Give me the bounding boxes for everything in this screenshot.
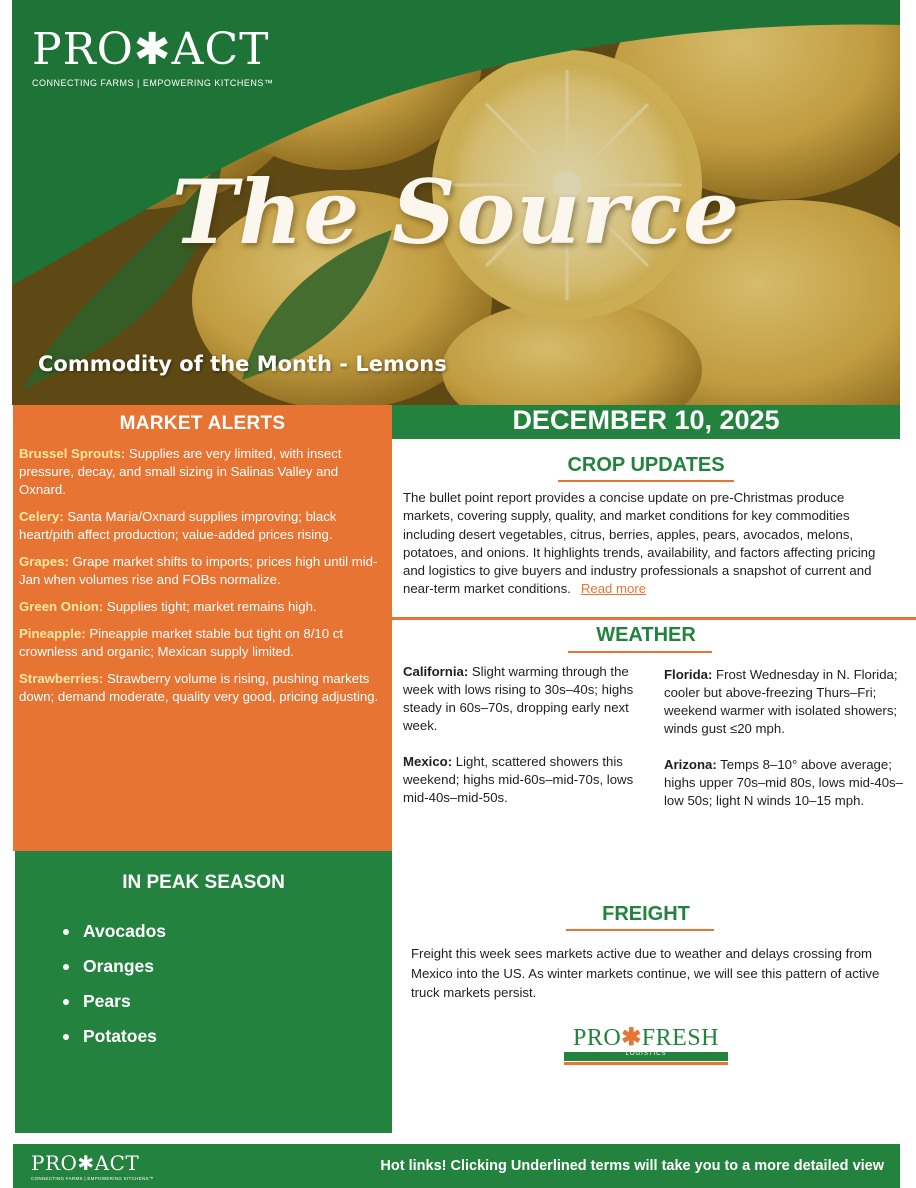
- peak-season-title: IN PEAK SEASON: [122, 872, 285, 893]
- crop-updates-body: The bullet point report provides a concise update on pre-Christmas produce markets, covering supply, quality, and market conditions for key commodities including desert vegetables, citrus, berries, apples, pears, avocados, melons, potatoes, and onions. It highlights trends, availability, and factors affecting pricing and logistics to give buyers and industry professionals a snapshot of current and near-term market conditions.: [403, 490, 876, 597]
- alert-text: Strawberry volume is rising, pushing markets down; demand moderate, quality very good, pricing adjusting.: [19, 671, 379, 704]
- weather-item: [403, 753, 653, 807]
- freight-underline: [566, 929, 714, 931]
- footer-proact-logo: PRO✱ACT: [31, 1151, 140, 1175]
- alert-label: Green Onion:: [19, 599, 104, 614]
- profresh-star-icon: ✱: [621, 1025, 642, 1051]
- weather-title: WEATHER: [596, 624, 696, 646]
- weather-right-column: [664, 666, 904, 828]
- brand-tagline: CONNECTING FARMS | EMPOWERING KITCHENS™: [32, 78, 274, 88]
- alert-item: [19, 508, 386, 544]
- market-alerts-panel: [13, 405, 392, 851]
- alert-label: Celery:: [19, 509, 64, 524]
- hot-links-note: Hot links! Clicking Underlined terms will take you to a more detailed view: [380, 1158, 884, 1174]
- list-item: Pears: [63, 984, 392, 1019]
- alert-text: Supplies are very limited, with insect pressure, decay, and small sizing in Salinas Valley and Oxnard.: [19, 446, 342, 497]
- weather-text: Temps 8–10° above average; highs upper 70s–mid 80s, lows mid-40s–low 50s; light N winds 10–15 mph.: [664, 757, 903, 808]
- profresh-underline: [564, 1062, 728, 1065]
- issue-date: DECEMBER 10, 2025: [392, 405, 900, 439]
- weather-left-column: [403, 663, 653, 825]
- market-alerts-title: MARKET ALERTS: [119, 413, 286, 434]
- alert-label: Strawberries:: [19, 671, 104, 686]
- footer-tagline: CONNECTING FARMS | EMPOWERING KITCHENS™: [31, 1176, 154, 1181]
- alert-label: Grapes:: [19, 554, 69, 569]
- list-item: Oranges: [63, 949, 392, 984]
- weather-text: Frost Wednesday in N. Florida; cooler but above-freezing Thurs–Fri; weekend warmer with isolated showers; winds gust ≤20 mph.: [664, 667, 898, 736]
- freight-title: FREIGHT: [602, 903, 690, 925]
- alert-text: Supplies tight; market remains high.: [103, 599, 317, 614]
- alert-label: Pineapple:: [19, 626, 86, 641]
- alert-text: Pineapple market stable but tight on 8/10 ct crownless and organic; Mexican supply limited.: [19, 626, 344, 659]
- weather-item: [403, 663, 653, 735]
- crop-updates-underline: [558, 480, 734, 482]
- profresh-wordmark: [564, 1026, 728, 1050]
- list-item: Potatoes: [63, 1019, 392, 1054]
- alert-item: [19, 553, 386, 589]
- alert-item: [19, 598, 386, 616]
- profresh-fresh: FRESH: [641, 1025, 719, 1051]
- proact-logo: PRO✱ACT: [32, 24, 270, 75]
- alert-text: Grape market shifts to imports; prices high until mid-Jan when volumes rise and FOBs normalize.: [19, 554, 378, 587]
- section-divider: [392, 617, 916, 620]
- brand-header: [32, 24, 274, 88]
- profresh-sub: LOGISTICS: [625, 1051, 667, 1057]
- weather-item: [664, 666, 904, 738]
- weather-location: Florida:: [664, 667, 713, 682]
- weather-item: [664, 756, 904, 810]
- alert-label: Brussel Sprouts:: [19, 446, 126, 461]
- alert-item: [19, 670, 386, 706]
- peak-season-list: [15, 914, 392, 1054]
- alert-item: [19, 625, 386, 661]
- footer-bar: [13, 1144, 900, 1188]
- alert-text: Santa Maria/Oxnard supplies improving; black heart/pith affect production; value-added prices rising.: [19, 509, 337, 542]
- newsletter-title: The Source: [171, 160, 741, 264]
- peak-season-panel: [15, 851, 392, 1133]
- read-more-link[interactable]: Read more: [580, 581, 647, 597]
- weather-text: Light, scattered showers this weekend; highs mid-60s–mid-70s, lows mid-40s–mid-50s.: [403, 754, 634, 805]
- weather-location: Mexico:: [403, 754, 453, 769]
- profresh-logistics-logo: [564, 1026, 728, 1064]
- weather-location: Arizona:: [664, 757, 717, 772]
- freight-text: Freight this week sees markets active due to weather and delays crossing from Mexico into the US. As winter markets continue, we will see this pattern of active truck markets persist.: [411, 946, 880, 1000]
- commodity-of-month: Commodity of the Month - Lemons: [38, 352, 447, 376]
- weather-underline: [568, 651, 712, 653]
- list-item: Avocados: [63, 914, 392, 949]
- alert-item: [19, 445, 386, 499]
- hero-banner: [12, 0, 900, 405]
- profresh-pro: PRO: [573, 1025, 622, 1051]
- crop-updates-title: CROP UPDATES: [567, 454, 725, 476]
- weather-text: Slight warming through the week with lows rising to 30s–40s; highs steady in 60s–70s, dropping early next week.: [403, 664, 634, 733]
- weather-location: California:: [403, 664, 469, 679]
- profresh-bar: [564, 1052, 728, 1061]
- crop-updates-text: [403, 489, 893, 599]
